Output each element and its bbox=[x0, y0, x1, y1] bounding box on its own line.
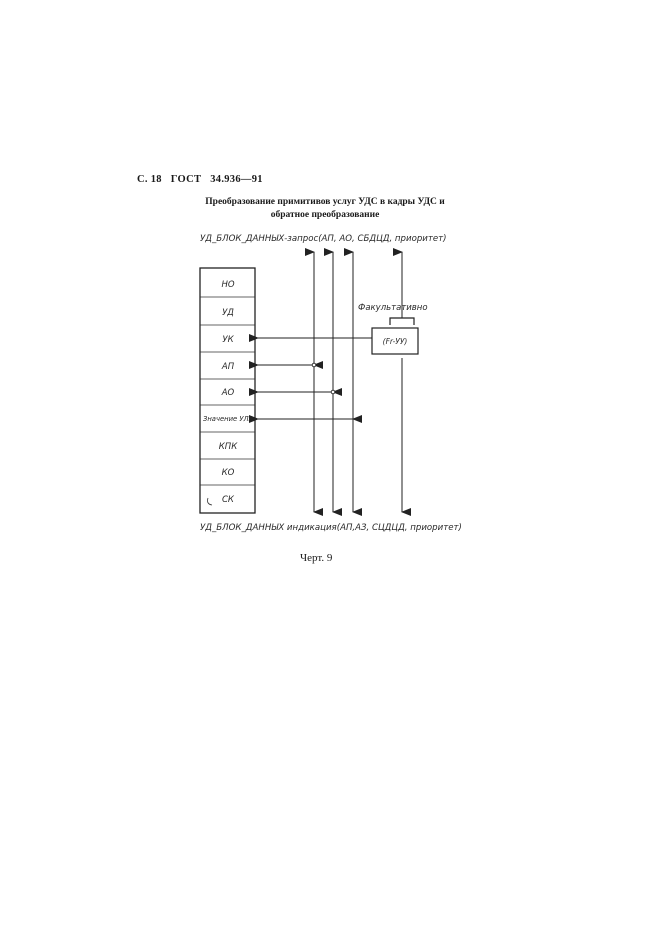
hook-mark bbox=[208, 498, 213, 505]
field-arrows bbox=[258, 338, 372, 419]
figure-caption: Черт. 9 bbox=[300, 552, 333, 564]
field-label-no: НО bbox=[221, 280, 235, 290]
junction-dots bbox=[312, 363, 335, 394]
field-label-kpk: КПК bbox=[218, 442, 238, 452]
standard-number: 34.936—91 bbox=[210, 174, 263, 185]
standard-name: ГОСТ bbox=[170, 174, 202, 185]
request-primitive-label: УД_БЛОК_ДАННЫХ-запрос(АП, АО, СБДЦД, приоритет) bbox=[200, 234, 447, 244]
optional-label: Факультативно bbox=[358, 303, 428, 313]
figure-title-line-1: Преобразование примитивов услуг УДС в кадры УДС и bbox=[205, 197, 445, 207]
optional-bracket bbox=[390, 318, 414, 325]
parameter-lines bbox=[314, 252, 402, 512]
field-label-ulz: Значение УЛЗ bbox=[203, 415, 253, 423]
mapping-box-label: (Fr-УУ) bbox=[382, 337, 408, 346]
field-label-ko: КО bbox=[221, 468, 235, 478]
figure-title-line-2: обратное преобразование bbox=[270, 210, 380, 220]
page-number: С. 18 bbox=[137, 174, 162, 185]
field-label-uk: УК bbox=[222, 335, 234, 345]
field-label-sk: СК bbox=[222, 495, 234, 505]
indication-primitive-label: УД_БЛОК_ДАННЫХ индикация(АП,АЗ, СЦДЦД, приоритет) bbox=[200, 523, 462, 533]
field-label-ap: АП bbox=[221, 362, 235, 372]
field-label-ao: АО bbox=[221, 388, 235, 398]
field-label-ud: УД bbox=[222, 308, 234, 318]
